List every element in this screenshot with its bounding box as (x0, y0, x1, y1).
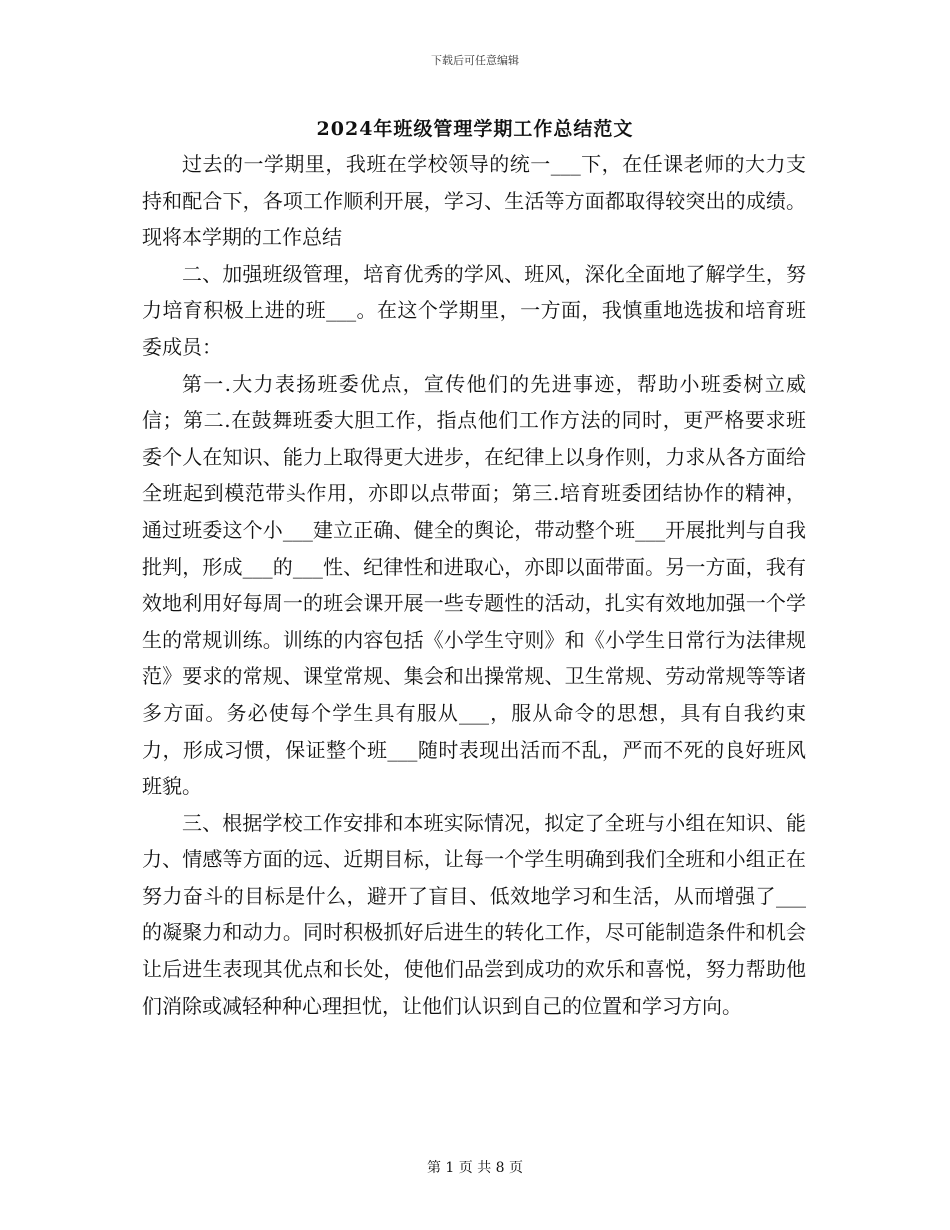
paragraph-committee-training: 第一.大力表扬班委优点，宣传他们的先进事迹，帮助小班委树立威信；第二.在鼓舞班委大胆工作，指点他们工作方法的同时，更严格要求班委个人在知识、能力上取得更大进步，在纪律上以身作则，力求从各方面给全班起到模范带头作用，亦即以点带面；第三.培育班委团结协作的精神，通过班委这个小___建立正确、健全的舆论，带动整个班___开展批判与自我批判，形成___的___性、纪律性和进取心，亦即以面带面。另一方面，我有效地利用好每周一的班会课开展一些专题性的活动，扎实有效地加强一个学生的常规训练。训练的内容包括《小学生守则》和《小学生日常行为法律规范》要求的常规、课堂常规、集会和出操常规、卫生常规、劳动常规等等诸多方面。务必使每个学生具有服从___，服从命令的思想，具有自我约束力，形成习惯，保证整个班___随时表现出活而不乱，严而不死的良好班风班貌。 (142, 371, 806, 799)
page-number-footer: 第 1 页 共 8 页 (426, 1160, 524, 1176)
document-body (142, 146, 806, 1024)
paragraph-goals: 三、根据学校工作安排和本班实际情况，拟定了全班与小组在知识、能力、情感等方面的远、近期目标，让每一个学生明确到我们全班和小组正在努力奋斗的目标是什么，避开了盲目、低效地学习和生活，从而增强了___的凝聚力和动力。同时积极抓好后进生的转化工作，尽可能制造条件和机会让后进生表现其优点和长处，使他们品尝到成功的欢乐和喜悦，努力帮助他们消除或减轻种种心理担忧，让他们认识到自己的位置和学习方向。 (142, 810, 806, 1018)
document-title: 2024年班级管理学期工作总结范文 (316, 118, 634, 140)
paragraph-class-management: 二、加强班级管理，培育优秀的学风、班风，深化全面地了解学生，努力培育积极上进的班___。在这个学期里，一方面，我慎重地选拔和培育班委成员： (142, 261, 806, 359)
header-note: 下载后可任意编辑 (431, 54, 519, 67)
paragraph-intro: 过去的一学期里，我班在学校领导的统一___下，在任课老师的大力支持和配合下，各项工作顺利开展，学习、生活等方面都取得较突出的成绩。现将本学期的工作总结 (142, 152, 806, 250)
